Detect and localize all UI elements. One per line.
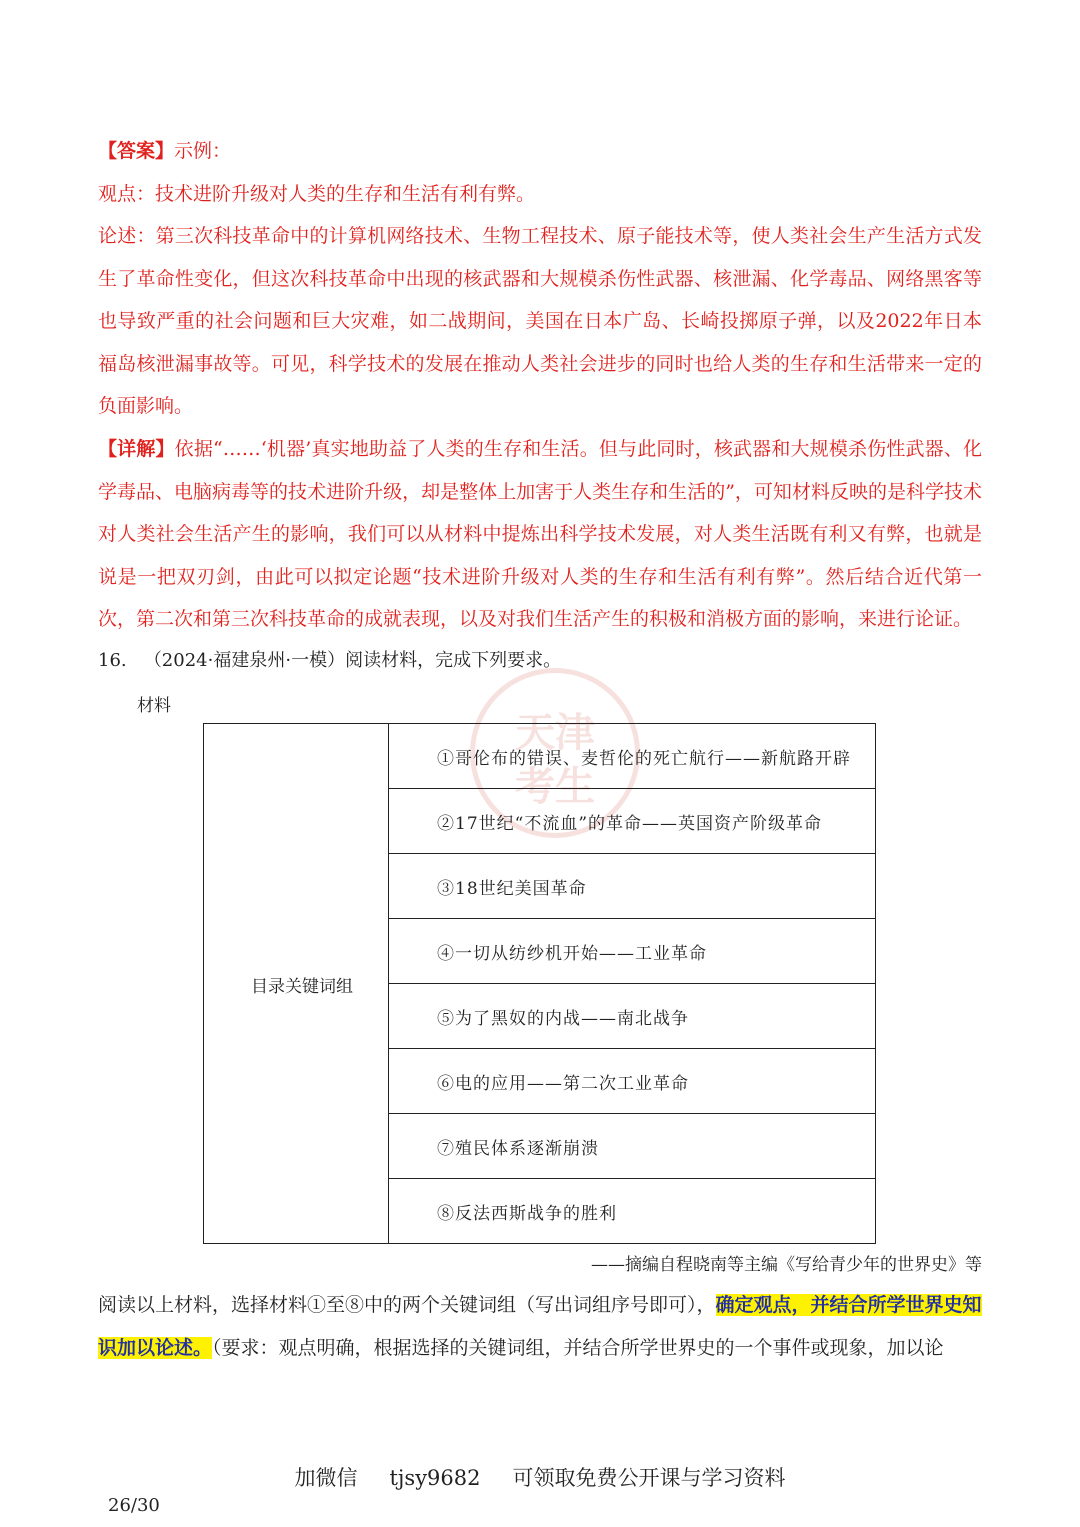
- keyword-item-8: ⑧反法西斯战争的胜利: [389, 1179, 876, 1244]
- question-number: 16.: [98, 650, 127, 671]
- material-label: 材料: [137, 696, 171, 716]
- footer-promo: [0, 1462, 1080, 1492]
- keyword-item-3: ③18世纪美国革命: [389, 854, 876, 919]
- answer-block: [98, 130, 982, 428]
- detail-label: 【详解】: [98, 438, 175, 460]
- page-number: 26/30: [108, 1495, 160, 1516]
- promo-left: 加微信: [294, 1466, 358, 1490]
- keyword-item-2: ②17世纪“不流血”的革命——英国资产阶级革命: [389, 789, 876, 854]
- question-instruction: 阅读材料，完成下列要求。: [345, 650, 562, 671]
- question-source: （2024·福建泉州·一模）: [143, 650, 346, 671]
- keyword-item-6: ⑥电的应用——第二次工业革命: [389, 1049, 876, 1114]
- prompt-text: 阅读以上材料，选择材料①至⑧中的两个关键词组（写出词组序号即可），: [98, 1294, 716, 1316]
- material-source: ——摘编自程晓南等主编《写给青少年的世界史》等: [591, 1255, 982, 1275]
- promo-right: 可领取免费公开课与学习资料: [512, 1466, 786, 1490]
- answer-viewpoint: 观点：技术进阶升级对人类的生存和生活有利有弊。: [98, 182, 536, 205]
- answer-label: 【答案】: [98, 140, 175, 162]
- keyword-table: [203, 723, 876, 1244]
- prompt-requirements: （要求：观点明确，根据选择的关键词组，并结合所学世界史的一个事件或现象，加以论: [212, 1336, 944, 1359]
- watermark-top: 天津: [515, 709, 595, 756]
- table-row: [204, 724, 876, 789]
- prompt-highlight: 确定观点，并结合所学世界史知识加以论述。: [98, 1294, 982, 1359]
- keyword-item-7: ⑦殖民体系逐渐崩溃: [389, 1114, 876, 1179]
- answer-example: 示例：: [174, 140, 232, 162]
- table-label-cell: 目录关键词组: [204, 724, 389, 1244]
- promo-id: tjsy9682: [389, 1466, 481, 1490]
- question-line: [98, 648, 561, 674]
- keyword-item-5: ⑤为了黑奴的内战——南北战争: [389, 984, 876, 1049]
- answer-heading: [98, 130, 982, 173]
- keyword-item-4: ④一切从纺纱机开始——工业革命: [389, 919, 876, 984]
- watermark-bottom: 考生: [515, 763, 595, 810]
- detail-block: [98, 428, 982, 641]
- detail-text: 依据“……‘机器’真实地助益了人类的生存和生活。但与此同时，核武器和大规模杀伤性武器、化学毒品、电脑病毒等的技术进阶升级，却是整体上加害于人类生存和生活的”，可知材料反映的是科学技术对人类社会生活产生的影响，我们可以从材料中提炼出科学技术发展，对人类生活既有利又有弊，也就是说是一把双刃剑，由此可以拟定论题“技术进阶升级对人类的生存和生活有利有弊”。然后结合近代第一次，第二次和第三次科技革命的成就表现，以及对我们生活产生的积极和消极方面的影响，来进行论证。: [98, 438, 982, 630]
- question-prompt: [98, 1284, 982, 1369]
- answer-argument: 论述：第三次科技革命中的计算机网络技术、生物工程技术、原子能技术等，使人类社会生产生活方式发生了革命性变化，但这次科技革命中出现的核武器和大规模杀伤性武器、核泄漏、化学毒品、网络黑客等也导致严重的社会问题和巨大灾难，如二战期间，美国在日本广岛、长崎投掷原子弹，以及2022年日本福岛核泄漏事故等。可见，科学技术的发展在推动人类社会进步的同时也给人类的生存和生活带来一定的负面影响。: [98, 225, 982, 417]
- keyword-item-1: ①哥伦布的错误、麦哲伦的死亡航行——新航路开辟: [389, 724, 876, 789]
